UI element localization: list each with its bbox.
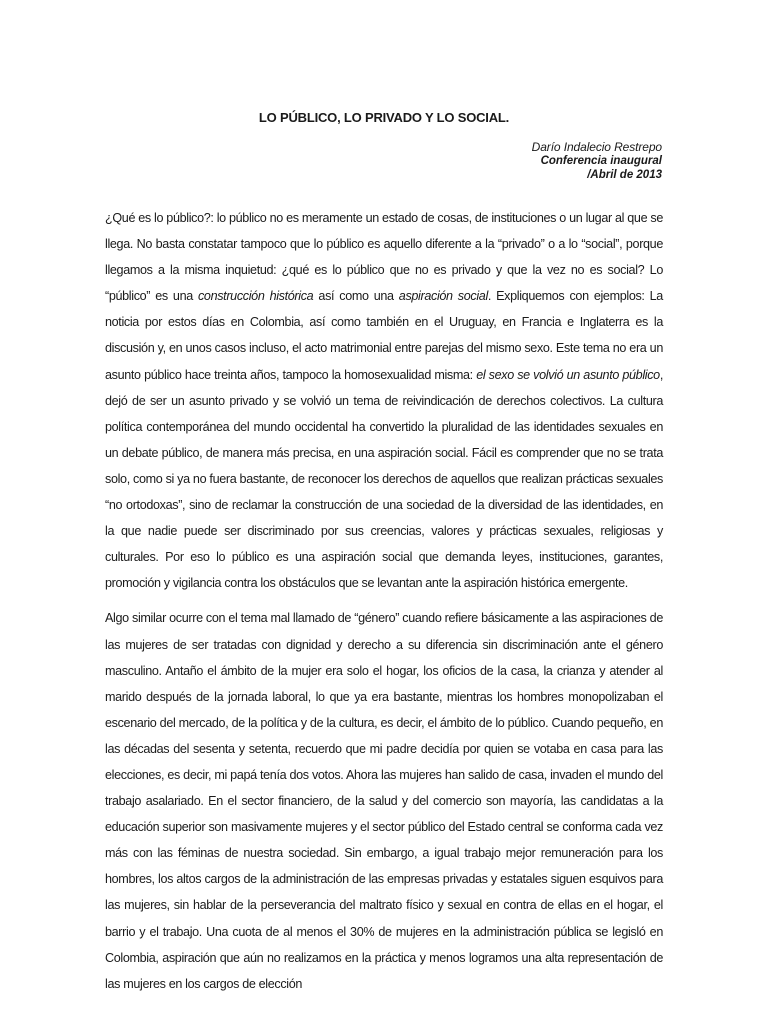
- italic-phrase: aspiración social: [398, 289, 488, 304]
- document-body: [105, 205, 663, 1006]
- text-segment: así como una: [313, 289, 399, 304]
- italic-phrase: el sexo se volvió un asunto público: [476, 367, 660, 382]
- document-meta: [532, 140, 662, 182]
- text-segment: . Expliquemos con ejemplos: La noticia por estos días en Colombia, así como también en el Uruguay, en Francia e Inglaterra es la discusión y, en unos casos incluso, el acto matrimonial entre parejas del mismo sexo. Este tema no era un asunto público hace treinta años, tampoco la homosexualidad misma:: [105, 289, 663, 382]
- event-date: /Abril de 2013: [587, 169, 662, 181]
- event-name: Conferencia inaugural: [540, 155, 662, 167]
- body-paragraph: [105, 205, 663, 596]
- text-segment: , dejó de ser un asunto privado y se volvió un tema de reivindicación de derechos colectivos. La cultura política contemporánea del mundo occidental ha convertido la pluralidad de las identidades sexuales en un debate público, de manera más precisa, en una aspiración social. Fácil es comprender que no se trata solo, como si ya no fuera bastante, de reconocer los derechos de aquellos que realizan prácticas sexuales “no ortodoxas”, sino de reclamar la construcción de una sociedad de la diversidad de las identidades, en la que nadie puede ser discriminado por sus creencias, valores y prácticas sexuales, religiosas y culturales. Por eso lo público es una aspiración social que demanda leyes, instituciones, garantes, promoción y vigilancia contra los obstáculos que se levantan ante la aspiración histórica emergente.: [105, 367, 663, 591]
- italic-phrase: construcción histórica: [197, 289, 314, 304]
- body-paragraph: [105, 605, 663, 996]
- text-segment: ¿Qué es lo público?: lo público no es meramente un estado de cosas, de instituciones o un lugar al que se llega. No basta constatar tampoco que lo público es aquello diferente a la “privado” o a lo “social”, porque llegamos a la misma inquietud: ¿qué es lo público que no es privado y que la vez no es social? Lo “público” es una: [105, 211, 663, 304]
- text-segment: Algo similar ocurre con el tema mal llamado de “género” cuando refiere básicamente a las aspiraciones de las mujeres de ser tratadas con dignidad y derecho a su diferencia sin discriminación ante el género masculino. Antaño el ámbito de la mujer era solo el hogar, los oficios de la casa, la crianza y atender al marido después de la jornada laboral, lo que ya era bastante, mientras los hombres monopolizaban el escenario del mercado, de la política y de la cultura, es decir, el ámbito de lo público. Cuando pequeño, en las décadas del sesenta y setenta, recuerdo que mi padre decidía por quien se votaba en casa para las elecciones, es decir, mi papá tenía dos votos. Ahora las mujeres han salido de casa, invaden el mundo del trabajo asalariado. En el sector financiero, de la salud y del comercio son mayoría, las candidatas a la educación superior son masivamente mujeres y el sector público del Estado central se conforma cada vez más con las féminas de nuestra sociedad. Sin embargo, a igual trabajo mejor remuneración para los hombres, los altos cargos de la administración de las empresas privadas y estatales siguen esquivos para las mujeres, sin hablar de la perseverancia del maltrato físico y sexual en contra de ellas en el hogar, el barrio y el trabajo. Una cuota de al menos el 30% de mujeres en la administración pública se legisló en Colombia, aspiración que aún no realizamos en la práctica y menos logramos una alta representación de las mujeres en los cargos de elección: [105, 611, 663, 991]
- author-name: Darío Indalecio Restrepo: [531, 140, 662, 154]
- document-title: LO PÚBLICO, LO PRIVADO Y LO SOCIAL.: [258, 110, 510, 125]
